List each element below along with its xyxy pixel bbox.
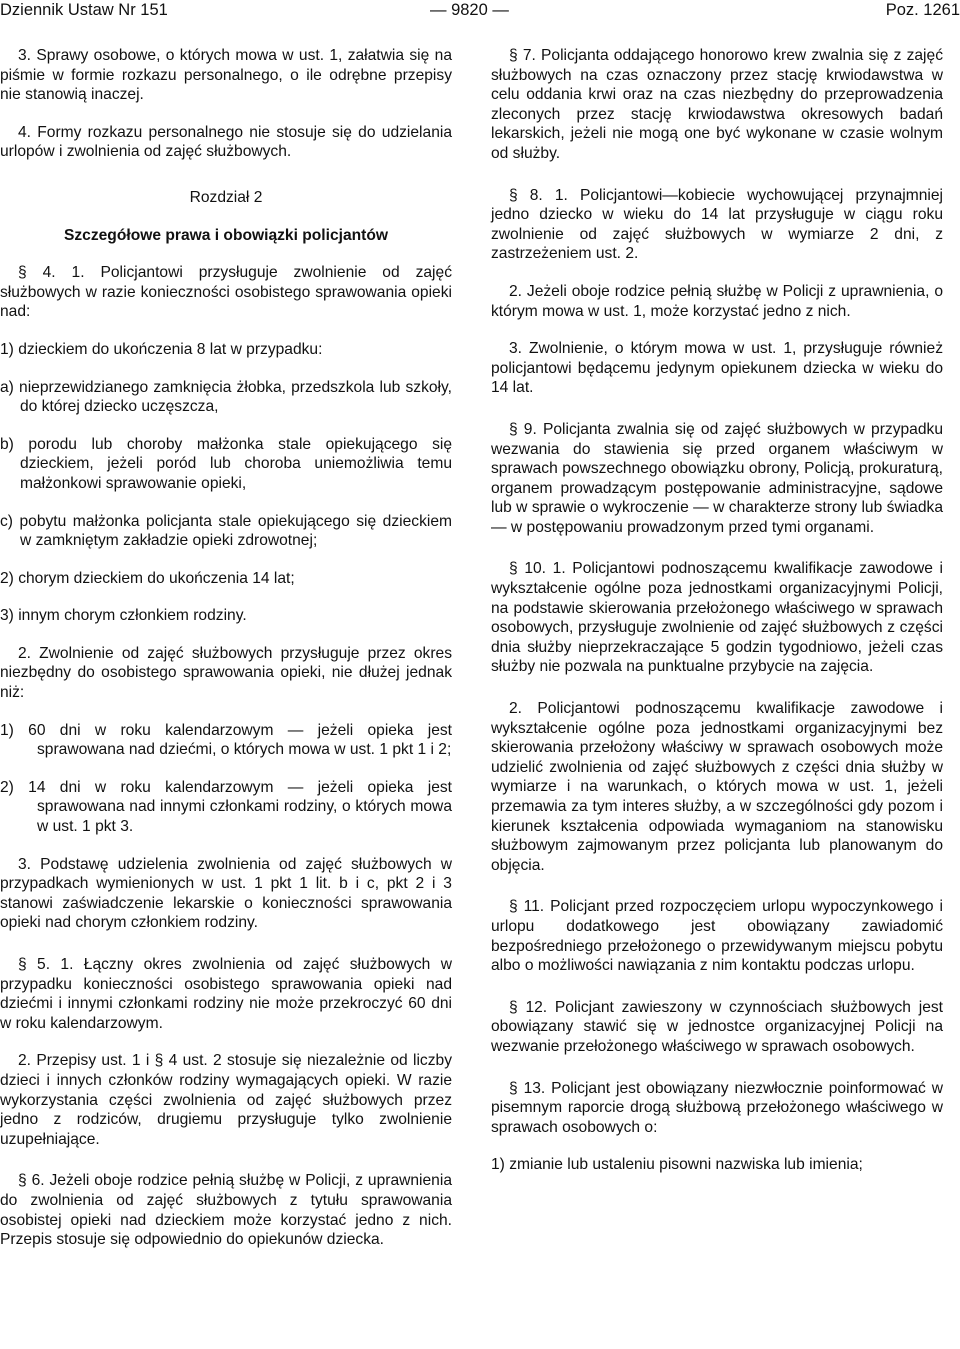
section-4-1: § 4. 1. Policjantowi przysługuje zwolnienie od zajęć służbowych w razie konieczności osobistego sprawowania opieki nad: xyxy=(0,264,452,321)
list-item: a) nieprzewidzianego zamknięcia żłobka, przedszkola lub szkoły, do której dziecko uczęszcza, xyxy=(0,378,452,416)
section-10-1: § 10. 1. Policjantowi podnoszącemu kwalifikacje zawodowe i wykształcenie ogólne poza jednostkami organizacyjnymi Policji, na podstawie skierowania przełożonego właściwego w sprawach osobowych, przysługuje zwolnienie od zajęć służbowych z części dnia służby nieprzekraczające 5 godzin tygodniowo, jeżeli czas służby nie pozwala na punktualne przybycie na zajęcia. xyxy=(491,560,943,676)
chapter-number: Rozdział 2 xyxy=(189,188,263,206)
paragraph: 4. Formy rozkazu personalnego nie stosuje się do udzielania urlopów i zwolnienia od zajęć służbowych. xyxy=(0,123,452,161)
section-4-3: 3. Podstawę udzielenia zwolnienia od zajęć służbowych w przypadkach wymienionych w ust. 1 pkt 1 lit. b i c, pkt 2 i 3 stanowi zaświadczenie lekarskie o konieczności sprawowania opieki nad chorym członkiem rodziny. xyxy=(0,855,452,932)
section-9: § 9. Policjanta zwalnia się od zajęć służbowych w przypadku wezwania do stawienia się przed organem właściwym w sprawach powszechnego obowiązku obrony, Policją, prokuraturą, organem prowadzącym postępowanie administracyjne, sądowe lub w sprawie o wykroczenie — w charakterze strony lub świadka — w postępowaniu prowadzonym przed tymi organami. xyxy=(491,420,943,536)
section-10-2: 2. Policjantowi podnoszącemu kwalifikacje zawodowe i wykształcenie ogólne poza jednostkami organizacyjnymi bez skierowania przełożony właściwy w sprawach osobowych może udzielić zwolnienia od zajęć służbowych z części dnia służby w wymiarze i na warunkach, o których mowa w ust. 1, jeżeli przemawia za tym interes służby, a w szczególności gdy pozom i kierunek kształcenia odpowiada wymaganiom na stanowisku służbowym zajmowanym przez policjanta lub planowanym do objęcia. xyxy=(491,700,943,874)
journal-name: Dziennik Ustaw Nr 151 xyxy=(0,1,168,19)
section-13: § 13. Policjant jest obowiązany niezwłocznie poinformować w pisemnym raporcie drogą służbową przełożonego właściwego w sprawach osobowych o: xyxy=(491,1079,943,1136)
list-item: 1) zmianie lub ustaleniu pisowni nazwiska lub imienia; xyxy=(491,1156,863,1174)
page-number: — 9820 — xyxy=(430,1,509,19)
paragraph: 3. Sprawy osobowe, o których mowa w ust. 1, załatwia się na piśmie w formie rozkazu personalnego, o ile odrębne przepisy nie stanowią inaczej. xyxy=(0,47,452,104)
list-item: 2) chorym dzieckiem do ukończenia 14 lat; xyxy=(0,569,295,587)
list-item: c) pobytu małżonka policjanta stale opiekującego się dzieckiem w zamkniętym zakładzie opieki zdrowotnej; xyxy=(0,512,452,550)
list-item: b) porodu lub choroby małżonka stale opiekującego się dzieckiem, jeżeli poród lub choroba uniemożliwia temu małżonkowi sprawowanie opieki, xyxy=(0,435,452,492)
list-item: 2) 14 dni w roku kalendarzowym — jeżeli opieka jest sprawowana nad innymi członkami rodziny, o których mowa w ust. 1 pkt 3. xyxy=(0,778,452,836)
section-8-2: 2. Jeżeli oboje rodzice pełnią służbę w Policji z uprawnienia, o którym mowa w ust. 1, może korzystać jedno z nich. xyxy=(491,282,943,320)
section-7: § 7. Policjanta oddającego honorowo krew zwalnia się z zajęć służbowych na czas oznaczony przez stację krwiodawstwa w celu oddania krwi oraz na czas niezbędny do przeprowadzenia zleconych przez stację krwiodawstwa okresowych badań lekarskich, jeżeli nie mogą one być wykonane w czasie wolnym od służby. xyxy=(491,47,943,162)
section-4-2: 2. Zwolnienie od zajęć służbowych przysługuje przez okres niezbędny do osobistego sprawowania opieki, nie dłużej jednak niż: xyxy=(0,644,452,702)
section-8-3: 3. Zwolnienie, o którym mowa w ust. 1, przysługuje również policjantowi będącemu jedynym opiekunem dziecka w wieku do 14 lat. xyxy=(491,340,943,397)
left-column xyxy=(0,46,452,1250)
position-number: Poz. 1261 xyxy=(885,1,960,19)
list-item: 1) dzieckiem do ukończenia 8 lat w przypadku: xyxy=(0,340,323,358)
list-item: 3) innym chorym członkiem rodziny. xyxy=(0,607,247,625)
right-column xyxy=(491,46,943,1175)
list-item: 1) 60 dni w roku kalendarzowym — jeżeli opieka jest sprawowana nad dziećmi, o których mowa w ust. 1 pkt 1 i 2; xyxy=(0,721,452,759)
chapter-title: Szczegółowe prawa i obowiązki policjantów xyxy=(63,226,389,244)
section-12: § 12. Policjant zawieszony w czynnościach służbowych jest obowiązany stawić się w jednostce organizacyjnej Policji na wezwanie przełożonego właściwego w sprawach osobowych. xyxy=(491,998,943,1055)
section-11: § 11. Policjant przed rozpoczęciem urlopu wypoczynkowego i urlopu dodatkowego jest obowiązany zawiadomić bezpośredniego przełożonego o przewidywanym miejscu pobytu albo o możliwości nawiązania z nim kontaktu podczas urlopu. xyxy=(491,898,943,975)
section-8-1: § 8. 1. Policjantowi—kobiecie wychowującej przynajmniej jedno dziecko w wieku do 14 lat przysługuje w ciągu roku zwolnienie od zajęć służbowych w wymiarze 2 dni, z zastrzeżeniem ust. 2. xyxy=(491,186,943,263)
page-header xyxy=(0,0,960,22)
section-5-1: § 5. 1. Łączny okres zwolnienia od zajęć służbowych w przypadku konieczności osobistego sprawowania opieki nad dziećmi i innymi członkami rodziny nie może przekroczyć 60 dni w roku kalendarzowym. xyxy=(0,956,452,1032)
section-5-2: 2. Przepisy ust. 1 i § 4 ust. 2 stosuje się niezależnie od liczby dzieci i innych członków rodziny wymagających opieki. W razie wykorzystania części zwolnienia od zajęć służbowych przez jedno z rodziców, drugiemu przysługuje tylko zwolnienie uzupełniające. xyxy=(0,1052,452,1148)
section-6: § 6. Jeżeli oboje rodzice pełnią służbę w Policji, z uprawnienia do zwolnienia od zajęć służbowych z tytułu sprawowania osobistej opieki nad dzieckiem może korzystać jedno z nich. Przepis stosuje się odpowiednio do opiekunów dziecka. xyxy=(0,1172,452,1249)
